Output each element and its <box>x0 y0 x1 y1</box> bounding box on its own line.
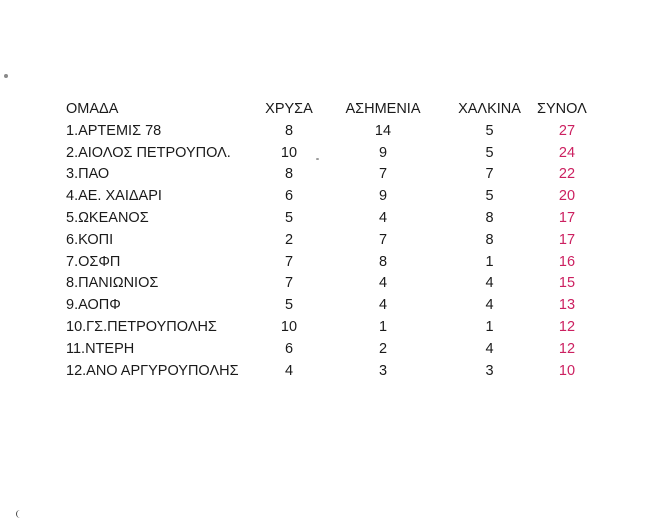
silver-cell: 9 <box>378 188 388 205</box>
total-cell: 12 <box>558 318 576 335</box>
silver-cell: 7 <box>378 231 388 248</box>
gold-cell: 5 <box>284 297 294 314</box>
header-row <box>66 99 597 121</box>
medal-table-body <box>66 121 597 383</box>
bronze-cell: 8 <box>485 231 494 248</box>
gold-cell: 6 <box>284 188 294 205</box>
total-cell: 13 <box>558 297 576 314</box>
table-row <box>66 339 597 361</box>
gold-cell: 4 <box>284 362 294 379</box>
bronze-cell: 7 <box>485 166 494 183</box>
bronze-cell: 4 <box>485 275 494 292</box>
team-cell: 3.ΠΑΟ <box>66 166 110 183</box>
total-cell: 10 <box>558 362 576 379</box>
table-row <box>66 252 597 274</box>
silver-cell: 4 <box>378 209 388 226</box>
table-row <box>66 121 597 143</box>
gold-cell: 8 <box>284 166 294 183</box>
bronze-cell: 1 <box>485 318 494 335</box>
table-row <box>66 230 597 252</box>
silver-cell: 4 <box>378 297 388 314</box>
header-gold: ΧΡΥΣΑ <box>265 101 313 117</box>
total-cell: 17 <box>558 231 576 248</box>
silver-cell: 1 <box>378 318 388 335</box>
silver-cell: 14 <box>374 122 392 139</box>
scan-speck <box>4 74 8 78</box>
bronze-cell: 5 <box>485 188 494 205</box>
header-bronze: ΧΑΛΚΙΝΑ <box>458 101 521 117</box>
table-row <box>66 143 597 165</box>
total-cell: 27 <box>558 122 576 139</box>
table-row <box>66 317 597 339</box>
table-row <box>66 186 597 208</box>
bronze-cell: 4 <box>485 297 494 314</box>
silver-cell: 4 <box>378 275 388 292</box>
bronze-cell: 3 <box>485 362 494 379</box>
table-row <box>66 208 597 230</box>
silver-cell: 2 <box>378 340 388 357</box>
gold-cell: 7 <box>284 275 294 292</box>
bronze-cell: 4 <box>485 340 494 357</box>
gold-cell: 10 <box>280 318 298 335</box>
gold-cell: 2 <box>284 231 294 248</box>
team-cell: 4.ΑΕ. ΧΑΙΔΑΡΙ <box>66 188 162 205</box>
header-total: ΣΥΝΟΛ <box>537 101 587 117</box>
bronze-cell: 1 <box>485 253 494 270</box>
team-cell: 8.ΠΑΝΙΩΝΙΟΣ <box>66 275 159 292</box>
header-team: ΟΜΑΔΑ <box>66 101 119 117</box>
team-cell: 9.ΑΟΠΦ <box>66 297 121 314</box>
team-cell: 12.ΑΝΟ ΑΡΓΥΡΟΥΠΟΛΗΣ <box>66 362 239 379</box>
team-cell: 7.ΟΣΦΠ <box>66 253 121 270</box>
total-cell: 15 <box>558 275 576 292</box>
silver-cell: 7 <box>378 166 388 183</box>
total-cell: 22 <box>558 166 576 183</box>
silver-cell: 9 <box>378 144 388 161</box>
gold-cell: 5 <box>284 209 294 226</box>
header-silver: ΑΣΗΜΕΝΙΑ <box>345 101 421 117</box>
total-cell: 16 <box>558 253 576 270</box>
team-cell: 10.ΓΣ.ΠΕΤΡΟΥΠΟΛΗΣ <box>66 318 217 335</box>
table-row <box>66 361 597 383</box>
gold-cell: 8 <box>284 122 294 139</box>
team-cell: 6.ΚΟΠΙ <box>66 231 114 248</box>
total-cell: 24 <box>558 144 576 161</box>
table-row <box>66 164 597 186</box>
bronze-cell: 5 <box>485 144 494 161</box>
gold-cell: 6 <box>284 340 294 357</box>
gold-cell: 7 <box>284 253 294 270</box>
silver-cell: 8 <box>378 253 388 270</box>
table-row <box>66 273 597 295</box>
team-cell: 2.ΑΙΟΛΟΣ ΠΕΤΡΟΥΠΟΛ. <box>66 144 231 161</box>
total-cell: 20 <box>558 188 576 205</box>
team-cell: 1.ΑΡΤΕΜΙΣ 78 <box>66 122 162 139</box>
team-cell: 5.ΩΚΕΑΝΟΣ <box>66 209 149 226</box>
bronze-cell: 5 <box>485 122 494 139</box>
total-cell: 17 <box>558 209 576 226</box>
bronze-cell: 8 <box>485 209 494 226</box>
silver-cell: 3 <box>378 362 388 379</box>
team-cell: 11.ΝΤΕΡΗ <box>66 340 135 357</box>
gold-cell: 10 <box>280 144 298 161</box>
table-row <box>66 295 597 317</box>
medal-table <box>66 99 597 382</box>
scan-edge-mark <box>16 510 23 518</box>
total-cell: 12 <box>558 340 576 357</box>
